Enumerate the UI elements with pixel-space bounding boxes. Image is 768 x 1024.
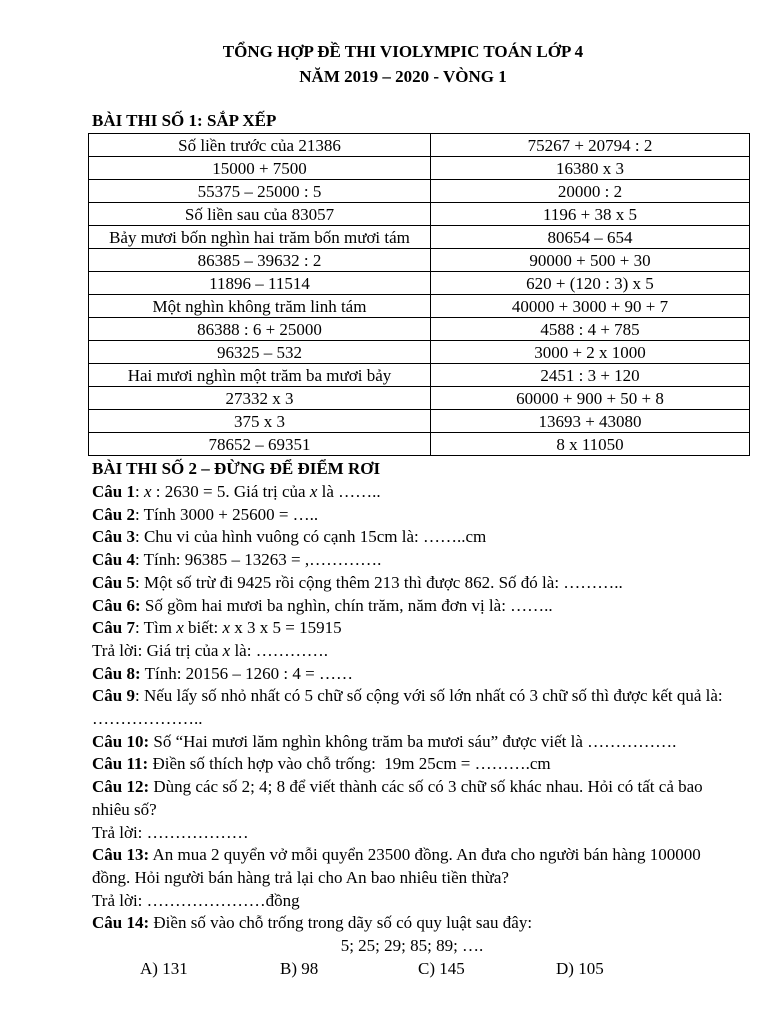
- sorting-cell-right: 8 x 11050: [431, 433, 750, 456]
- question-text: Số gồm hai mươi ba nghìn, chín trăm, năm đơn vị là: ……..: [140, 595, 553, 615]
- question-10: [92, 731, 732, 754]
- answer-label: Trả lời:: [92, 890, 143, 910]
- question-8: [92, 663, 732, 686]
- sorting-cell-right: 16380 x 3: [431, 157, 750, 180]
- question-11: [92, 753, 732, 776]
- question-text: An mua 2 quyển vở mỗi quyển 23500 đồng. An đưa cho người bán hàng 100000 đồng. Hỏi người bán hàng trả lại cho An bao nhiêu tiền thừa?: [92, 845, 701, 887]
- variable: x: [309, 482, 318, 501]
- sorting-cell-right: 13693 + 43080: [431, 410, 750, 433]
- sorting-cell-left: Số liền sau của 83057: [89, 203, 431, 226]
- sorting-cell-left: Số liền trước của 21386: [89, 134, 431, 157]
- question-text: : Tìm: [134, 618, 177, 638]
- question-label: Câu 14:: [92, 913, 150, 933]
- question-label: Câu 13:: [92, 845, 150, 865]
- question-text: : 2630 = 5. Giá trị của: [151, 482, 310, 501]
- sorting-table-row: [89, 157, 750, 180]
- question-7: [92, 617, 732, 640]
- question-14-choices: [92, 958, 732, 982]
- sorting-cell-right: 3000 + 2 x 1000: [431, 341, 750, 364]
- question-label: Câu 3: [92, 527, 135, 547]
- sorting-cell-left: 86385 – 39632 : 2: [89, 249, 431, 272]
- answer-text: Giá trị của: [146, 640, 223, 660]
- variable: x: [222, 618, 231, 638]
- sorting-table-row: [89, 226, 750, 249]
- sorting-cell-left: 96325 – 532: [89, 341, 431, 364]
- document-title-line1: TỔNG HỢP ĐỀ THI VIOLYMPIC TOÁN LỚP 4: [222, 42, 584, 61]
- sorting-cell-right: 2451 : 3 + 120: [431, 364, 750, 387]
- sorting-cell-left: Bảy mươi bốn nghìn hai trăm bốn mươi tám: [89, 226, 431, 249]
- question-text: : Tính: 96385 – 13263 = ,………….: [134, 550, 382, 570]
- question-text: Số “Hai mươi lăm nghìn không trăm ba mươi sáu” được viết là …………….: [149, 731, 677, 751]
- sorting-cell-right: 20000 : 2: [431, 180, 750, 203]
- choice-c: C) 145: [418, 958, 465, 978]
- question-label: Câu 1: [92, 482, 135, 501]
- question-13: [92, 844, 732, 889]
- question-12-answer: [92, 822, 732, 845]
- question-5: [92, 572, 732, 595]
- question-text: : Chu vi của hình vuông có cạnh 15cm là: ……..cm: [134, 527, 487, 547]
- sorting-cell-left: 11896 – 11514: [89, 272, 431, 295]
- sorting-cell-right: 40000 + 3000 + 90 + 7: [431, 295, 750, 318]
- question-text: : Một số trừ đi 9425 rồi cộng thêm 213 thì được 862. Số đó là: ………..: [134, 572, 623, 592]
- sorting-table-row: [89, 410, 750, 433]
- choice-a: A) 131: [140, 958, 188, 978]
- question-label: Câu 8:: [92, 663, 141, 683]
- section1-heading: BÀI THI SỐ 1: SẮP XẾP: [92, 111, 277, 130]
- question-1: [92, 481, 732, 504]
- question-12: [92, 776, 732, 821]
- question-label: Câu 5: [92, 572, 135, 592]
- question-9: [92, 685, 732, 730]
- question-label: Câu 11:: [92, 754, 149, 774]
- question-label: Câu 7: [92, 618, 135, 638]
- question-4: [92, 549, 732, 572]
- sorting-cell-left: 15000 + 7500: [89, 157, 431, 180]
- variable: x: [143, 482, 152, 501]
- sorting-table-row: [89, 364, 750, 387]
- question-3: [92, 526, 732, 549]
- question-label: Câu 2: [92, 504, 135, 524]
- sorting-cell-right: 60000 + 900 + 50 + 8: [431, 387, 750, 410]
- question-text: là ……..: [317, 482, 381, 501]
- question-text: biết:: [183, 618, 223, 638]
- sorting-table-row: [89, 272, 750, 295]
- sorting-cell-right: 1196 + 38 x 5: [431, 203, 750, 226]
- question-label: Câu 4: [92, 550, 135, 570]
- sorting-cell-left: Hai mươi nghìn một trăm ba mươi bảy: [89, 364, 431, 387]
- sorting-cell-right: 80654 – 654: [431, 226, 750, 249]
- question-2: [92, 504, 732, 527]
- question-text: Tính: 20156 – 1260 : 4 = ……: [140, 663, 353, 683]
- sorting-cell-right: 4588 : 4 + 785: [431, 318, 750, 341]
- sorting-cell-right: 620 + (120 : 3) x 5: [431, 272, 750, 295]
- answer-blank: …………………đồng: [142, 890, 300, 910]
- sorting-table: [88, 133, 750, 456]
- answer-label: Trả lời:: [92, 640, 143, 660]
- question-text: Điền số vào chỗ trống trong dãy số có quy luật sau đây:: [149, 913, 533, 933]
- sorting-cell-left: 86388 : 6 + 25000: [89, 318, 431, 341]
- question-7-answer: [92, 640, 732, 663]
- section2-heading: BÀI THI SỐ 2 – ĐỪNG ĐỂ ĐIỂM RƠI: [92, 459, 381, 478]
- question-label: Câu 12:: [92, 777, 150, 797]
- choice-b: B) 98: [280, 958, 319, 978]
- question-text: :: [134, 482, 144, 501]
- question-text: Điền số thích hợp vào chỗ trống: 19m 25cm = ……….cm: [148, 754, 551, 774]
- sorting-table-row: [89, 180, 750, 203]
- sorting-cell-left: 375 x 3: [89, 410, 431, 433]
- sorting-table-row: [89, 295, 750, 318]
- variable: x: [176, 618, 184, 638]
- sorting-table-row: [89, 387, 750, 410]
- sorting-cell-right: 75267 + 20794 : 2: [431, 134, 750, 157]
- question-label: Câu 10:: [92, 731, 150, 751]
- sorting-cell-right: 90000 + 500 + 30: [431, 249, 750, 272]
- sorting-cell-left: 78652 – 69351: [89, 433, 431, 456]
- choice-d: D) 105: [556, 958, 604, 978]
- sorting-table-row: [89, 203, 750, 226]
- answer-label: Trả lời:: [92, 822, 143, 842]
- document-title-line2: NĂM 2019 – 2020 - VÒNG 1: [299, 67, 507, 86]
- question-14: [92, 912, 732, 935]
- question-text: : Nếu lấy số nhỏ nhất có 5 chữ số cộng với số lớn nhất có 3 chữ số thì được kết quả là: ………………..: [92, 686, 723, 729]
- sorting-cell-left: 55375 – 25000 : 5: [89, 180, 431, 203]
- sorting-table-row: [89, 433, 750, 456]
- question-text: : Tính 3000 + 25600 = …..: [134, 504, 319, 524]
- question-text: Dùng các số 2; 4; 8 để viết thành các số có 3 chữ số khác nhau. Hỏi có tất cả bao nhiêu số?: [92, 777, 703, 819]
- question-list: [92, 481, 732, 982]
- sorting-table-row: [89, 249, 750, 272]
- sorting-table-row: [89, 134, 750, 157]
- question-13-answer: [92, 890, 732, 913]
- sorting-table-row: [89, 318, 750, 341]
- question-14-sequence: 5; 25; 29; 85; 89; ….: [340, 936, 484, 956]
- question-text: x 3 x 5 = 15915: [230, 618, 342, 638]
- answer-text: là: ………….: [230, 640, 328, 660]
- variable: x: [222, 640, 231, 660]
- sorting-table-body: [89, 134, 750, 456]
- question-label: Câu 9: [92, 686, 135, 706]
- sorting-cell-left: Một nghìn không trăm linh tám: [89, 295, 431, 318]
- answer-blank: ………………: [142, 822, 249, 842]
- question-6: [92, 595, 732, 618]
- sorting-table-row: [89, 341, 750, 364]
- sorting-cell-left: 27332 x 3: [89, 387, 431, 410]
- question-label: Câu 6:: [92, 595, 141, 615]
